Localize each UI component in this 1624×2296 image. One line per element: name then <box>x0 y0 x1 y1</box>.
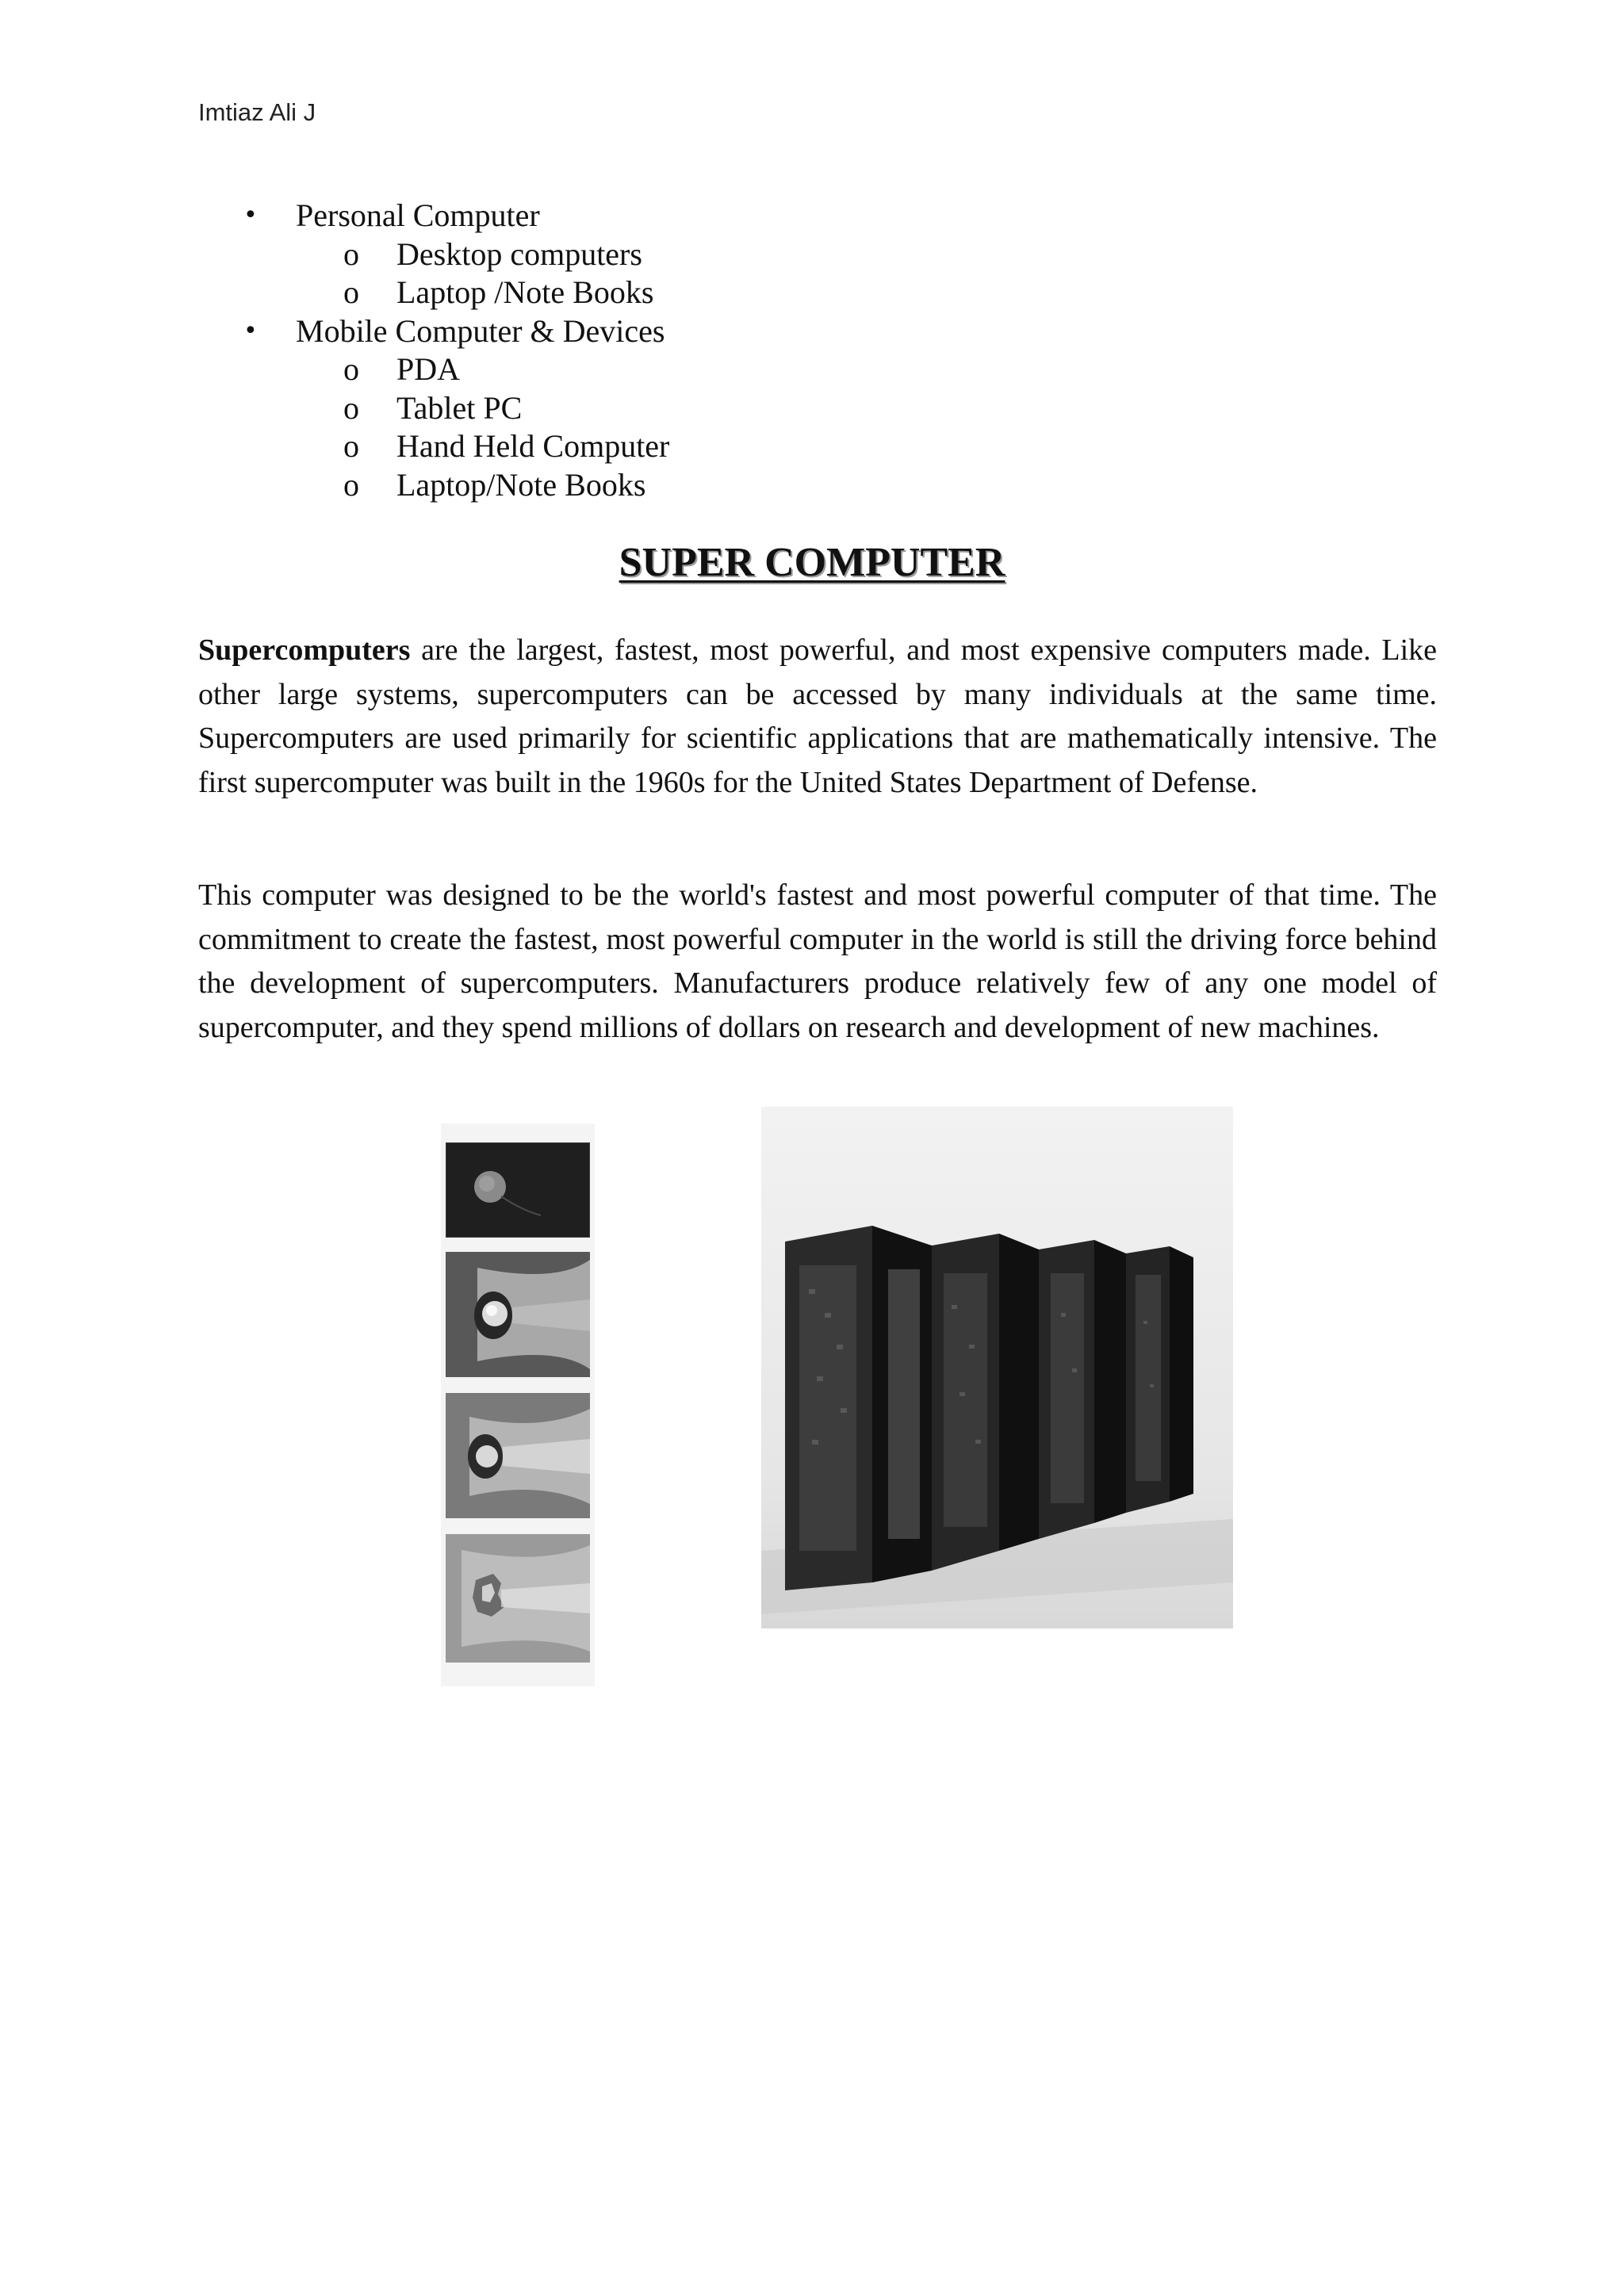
supercomputer-photo <box>761 1107 1233 1628</box>
sub-list-item: o Desktop computers <box>198 235 669 274</box>
list-item-label: Personal Computer <box>296 197 540 233</box>
list-item-label: Mobile Computer & Devices <box>296 312 665 349</box>
sub-list <box>296 235 669 312</box>
sub-list-item: o Laptop /Note Books <box>198 274 669 312</box>
simulation-frame-image <box>446 1252 590 1377</box>
sub-list-item: o Tablet PC <box>198 389 669 428</box>
simulation-frame-image <box>446 1142 590 1238</box>
sub-list-item: o Hand Held Computer <box>198 427 669 466</box>
simulation-frame-image <box>446 1393 590 1518</box>
simulation-image-strip <box>441 1123 595 1686</box>
paragraph-intro <box>198 629 1437 805</box>
list-item <box>198 312 669 505</box>
page-header-author: Imtiaz Ali J <box>198 98 316 126</box>
paragraph-intro-text: are the largest, fastest, most powerful, and most expensive computers made. Like other large systems, supercomputers can be accessed by many individuals at the same time. Supercomputers are used primarily for scientific applications that are mathematically intensive. The first supercomputer was built in the 1960s for the United States Department of Defense. <box>198 633 1437 799</box>
term-supercomputers: Supercomputers <box>198 633 411 667</box>
list-item <box>198 197 669 312</box>
sub-list <box>296 350 669 504</box>
sub-list-item: o PDA <box>198 350 669 389</box>
simulation-frame-image <box>446 1534 590 1663</box>
section-title: SUPER COMPUTER <box>619 540 1005 585</box>
sub-list-item: o Laptop/Note Books <box>198 466 669 505</box>
computer-types-list <box>198 197 669 504</box>
paragraph-history: This computer was designed to be the world's fastest and most powerful computer of that time. The commitment to create the fastest, most powerful computer in the world is still the driving force behind the development of supercomputers. Manufacturers produce relatively few of any one model of supercomputer, and they spend millions of dollars on research and development of new machines. <box>198 878 1437 1044</box>
